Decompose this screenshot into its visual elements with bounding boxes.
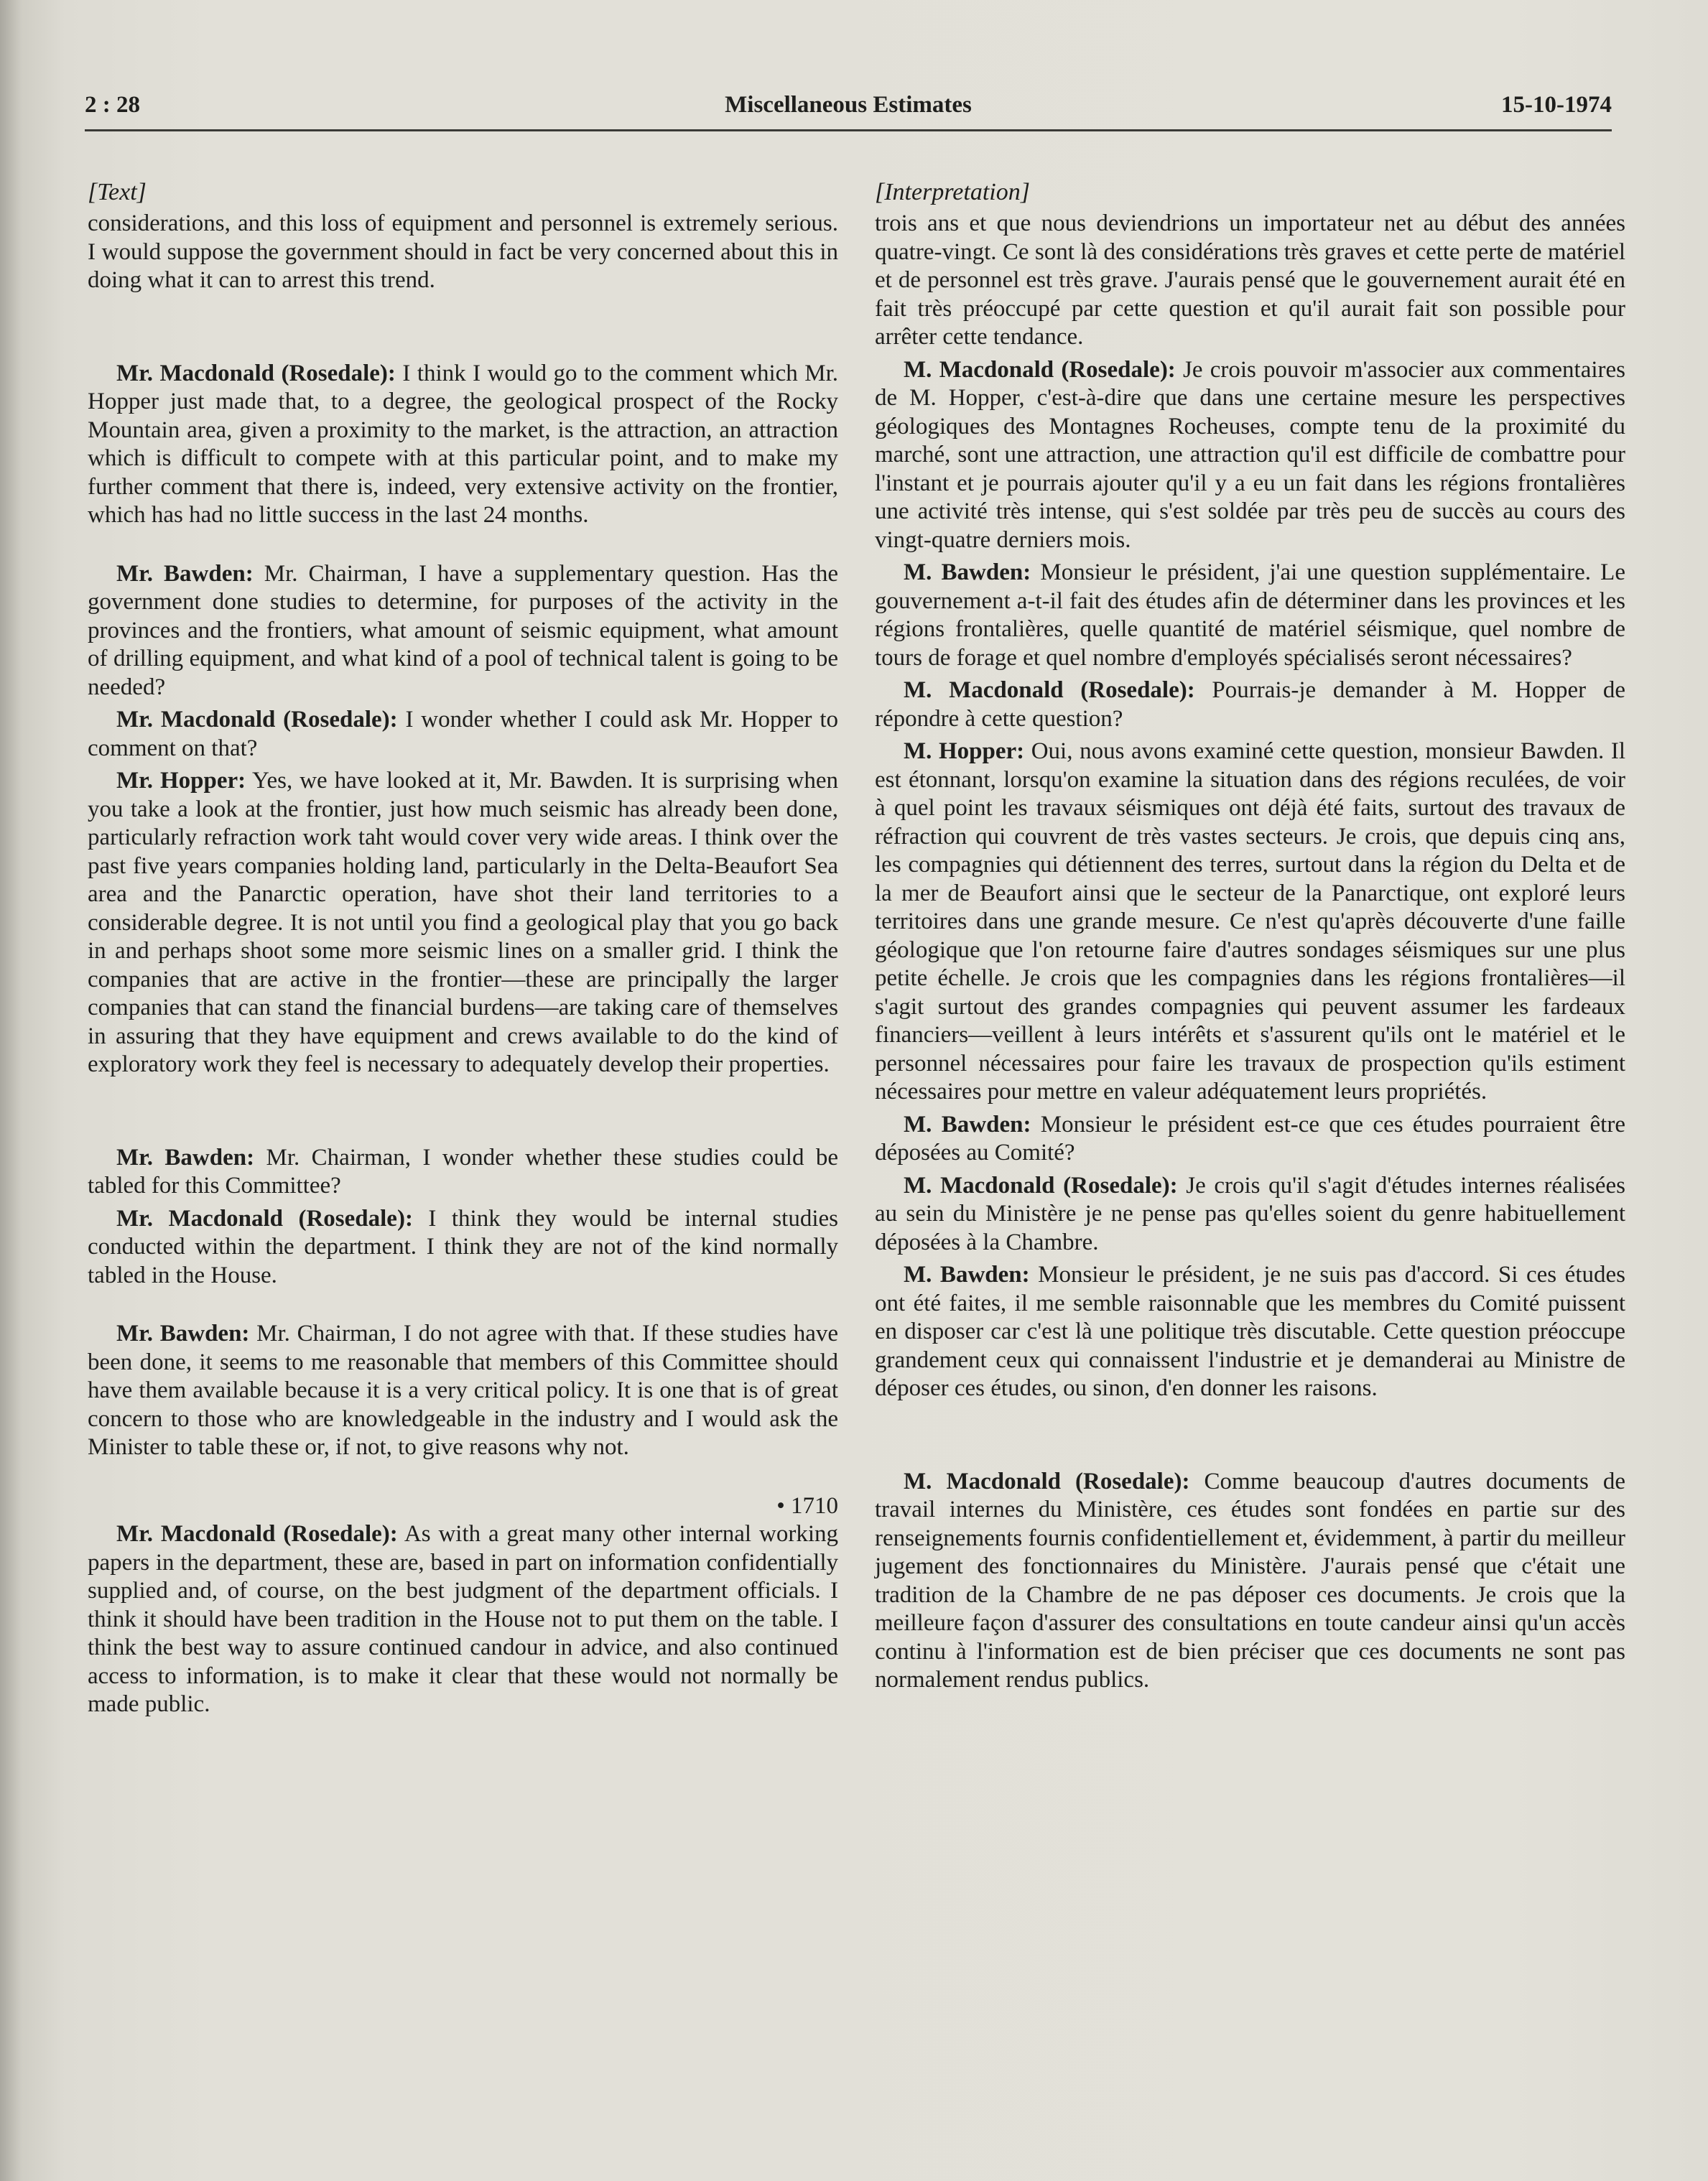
speaker-name: Mr. Macdonald (Rosedale): bbox=[116, 707, 398, 733]
paragraph-text: considerations, and this loss of equipment and personnel is extremely serious. I would suppose the government should in fact be very concerned about this in doing what it can to arrest this trend. bbox=[88, 210, 838, 293]
paragraph-text: Monsieur le président, j'ai une question supplémentaire. Le gouvernement a-t-il fait des études afin de déterminer dans les provinces et les régions frontalières, quelle quantité de matériel séismique, quel nombre de tours de forage et quel nombre d'employés spécialisés seront nécessaires? bbox=[875, 559, 1625, 671]
paragraph bbox=[88, 1520, 838, 1719]
paragraph bbox=[875, 676, 1625, 733]
paragraph-text: I wonder whether I could ask Mr. Hopper to comment on that? bbox=[88, 707, 839, 761]
paragraph bbox=[875, 738, 1625, 1107]
paragraph-text: Mr. Chairman, I have a supplementary question. Has the government done studies to determine, for purposes of the activity in the provinces and the frontiers, what amount of seismic equipment, what amount of drilling equipment, and what kind of a pool of technical talent is going to be needed? bbox=[88, 560, 839, 700]
speaker-name: Mr. Macdonald (Rosedale): bbox=[116, 1521, 398, 1547]
page-number: 2 : 28 bbox=[85, 92, 140, 118]
running-title: Miscellaneous Estimates bbox=[725, 92, 972, 118]
paragraph bbox=[875, 210, 1625, 352]
paragraph bbox=[875, 1261, 1625, 1403]
paragraph-text: Je crois qu'il s'agit d'études internes réalisées au sein du Ministère je ne pense pas qu'elles soient du genre habituellement déposées à la Chambre. bbox=[875, 1172, 1625, 1255]
paragraph-text: Je crois pouvoir m'associer aux commentaires de M. Hopper, c'est-à-dire que dans une certaine mesure les perspectives géologiques des Montagnes Rocheuses, compte tenu de la proximité du marché, sont une attraction, une attraction qu'il est difficile de combattre pour l'instant et je pourrais ajouter qu'il y a eu un fait dans les régions frontalières une activité très intense, qui s'est soldée par très peu de succès au cours des vingt-quatre derniers mois. bbox=[875, 356, 1625, 553]
paragraph bbox=[88, 1144, 838, 1201]
header-date: 15-10-1974 bbox=[1501, 92, 1612, 118]
speaker-name: M. Macdonald (Rosedale): bbox=[904, 356, 1176, 383]
speaker-name: M. Macdonald (Rosedale): bbox=[904, 677, 1195, 703]
paragraph bbox=[875, 1468, 1625, 1695]
paragraph bbox=[88, 560, 838, 702]
speaker-name: M. Bawden: bbox=[904, 559, 1031, 585]
paragraph bbox=[88, 1320, 838, 1462]
english-column bbox=[88, 178, 838, 1719]
paragraph bbox=[875, 1172, 1625, 1257]
paragraph-text: Yes, we have looked at it, Mr. Bawden. It is surprising when you take a look at the frontier, just how much seismic has already been done, particularly refraction work taht would cover very wide areas. I think over the past five years companies holding land, particularly in the Delta-Beaufort Sea area and the Panarctic operation, have shot their land territories to a considerable degree. It is not until you find a geological play that you go back in and perhaps shoot some more seismic lines on a smaller grid. I think the companies that are active in the frontier—these are principally the larger companies that can stand the financial burdens—are taking care of themselves in assuring that they have equipment and crews available to do the kind of exploratory work they feel is necessary to adequately develop their properties. bbox=[88, 768, 838, 1077]
paragraph-text: Mr. Chairman, I do not agree with that. If these studies have been done, it seems to me reasonable that members of this Committee should have them available because it is a very critical policy. It is one that is of great concern to those who are knowledgeable in the industry and I would ask the Minister to table these or, if not, to give reasons why not. bbox=[88, 1321, 838, 1460]
paragraph-text: Mr. Chairman, I wonder whether these studies could be tabled for this Committee? bbox=[88, 1144, 838, 1199]
paragraph bbox=[88, 210, 838, 295]
speaker-name: Mr. Macdonald (Rosedale): bbox=[116, 360, 396, 386]
page-header bbox=[85, 88, 1612, 131]
paragraph bbox=[88, 767, 838, 1079]
speaker-name: M. Bawden: bbox=[904, 1111, 1031, 1138]
speaker-name: Mr. Bawden: bbox=[116, 560, 254, 587]
section-label-interpretation: [Interpretation] bbox=[875, 179, 1030, 205]
paragraph bbox=[88, 706, 838, 763]
paragraph-text: Comme beaucoup d'autres documents de travail internes du Ministère, ces études sont fondées en partie sur des renseignements fournis confidentiellement et, évidemment, à partir du meilleur jugement des fonctionnaires du Ministère. J'aurais pensé que c'était une tradition de la Chambre de ne pas déposer ces documents. Je crois que la meilleure façon d'assurer des consultations en toute candeur ainsi qu'un accès continu à l'information est de bien préciser que ces documents ne sont pas normalement rendus publics. bbox=[875, 1468, 1625, 1693]
paragraph-text: I think they would be internal studies conducted within the department. I think they are not of the kind normally tabled in the House. bbox=[88, 1205, 839, 1288]
speaker-name: Mr. Bawden: bbox=[116, 1321, 250, 1347]
paragraph-text: trois ans et que nous deviendrions un importateur net au début des années quatre-vingt. Ce sont là des considérations très graves et cette perte de matériel et de personnel est très grave. J'aurais pensé que le gouvernement aurait été en fait très préoccupé par cette question et qu'il aurait fait son possible pour arrêter cette tendance. bbox=[875, 210, 1625, 350]
paragraph-text: Pourrais-je demander à M. Hopper de répondre à cette question? bbox=[875, 677, 1625, 732]
speaker-name: M. Hopper: bbox=[904, 738, 1025, 764]
paragraph-text: Monsieur le président est-ce que ces études pourraient être déposées au Comité? bbox=[875, 1111, 1625, 1166]
speaker-name: M. Macdonald (Rosedale): bbox=[904, 1172, 1178, 1199]
paragraph bbox=[875, 559, 1625, 672]
speaker-name: M. Bawden: bbox=[904, 1262, 1030, 1288]
speaker-name: M. Macdonald (Rosedale): bbox=[904, 1468, 1190, 1494]
section-label-text: [Text] bbox=[88, 179, 147, 205]
french-column bbox=[875, 178, 1625, 1695]
paragraph bbox=[875, 1111, 1625, 1168]
paragraph bbox=[875, 356, 1625, 555]
paragraph bbox=[88, 1205, 838, 1291]
paragraph-text: As with a great many other internal working papers in the department, these are, based in part on information confidentially supplied and, of course, on the best judgment of the department officials. I think it should have been tradition in the House not to put them on the table. I think the best way to assure continued candour in advice, and also continued access to information, is to make it clear that these would not normally be made public. bbox=[88, 1521, 838, 1717]
time-marker: • 1710 bbox=[776, 1492, 838, 1519]
paragraph-text: Oui, nous avons examiné cette question, monsieur Bawden. Il est étonnant, lorsqu'on examine la situation dans des régions reculées, de voir à quel point les travaux séismiques ont déjà été faits, surtout des travaux de réfraction qui couvrent de très vastes secteurs. Je crois, que depuis cinq ans, les compagnies qui détiennent des terres, surtout dans la région du Delta et de la mer de Beaufort ainsi que le secteur de la Panarctique, ont exploré leurs territoires dans une grande mesure. Ce n'est qu'après découverte d'une faille géologique que l'on retourne faire d'autres sondages séismiques sur une plus petite échelle. Je crois que les compagnies dans les régions frontalières—il s'agit surtout des grandes compagnies qui peuvent assumer les fardeaux financiers—veillent à leurs intérêts et s'assurent qu'ils ont le matériel et le personnel nécessaires pour faire les travaux de prospection qu'ils estiment nécessaires pour mettre en valeur adéquatement leurs propriétés. bbox=[875, 738, 1625, 1105]
paragraph bbox=[88, 360, 838, 530]
paragraph-text: Monsieur le président, je ne suis pas d'accord. Si ces études ont été faites, il me semble raisonnable que les membres du Comité puissent en disposer car c'est là une politique très discutable. Cette question préoccupe grandement ceux qui connaissent l'industrie et je demanderai au Ministre de déposer ces études, ou sinon, d'en donner les raisons. bbox=[875, 1262, 1625, 1401]
speaker-name: Mr. Bawden: bbox=[116, 1144, 255, 1171]
speaker-name: Mr. Hopper: bbox=[116, 768, 246, 794]
speaker-name: Mr. Macdonald (Rosedale): bbox=[116, 1205, 413, 1232]
paragraph-text: I think I would go to the comment which Mr. Hopper just made that, to a degree, the geological prospect of the Rocky Mountain area, given a proximity to the market, is the attraction, an attraction which is difficult to compete with at this particular point, and to make my further comment that there is, indeed, very extensive activity on the frontier, which has had no little success in the last 24 months. bbox=[88, 360, 838, 528]
